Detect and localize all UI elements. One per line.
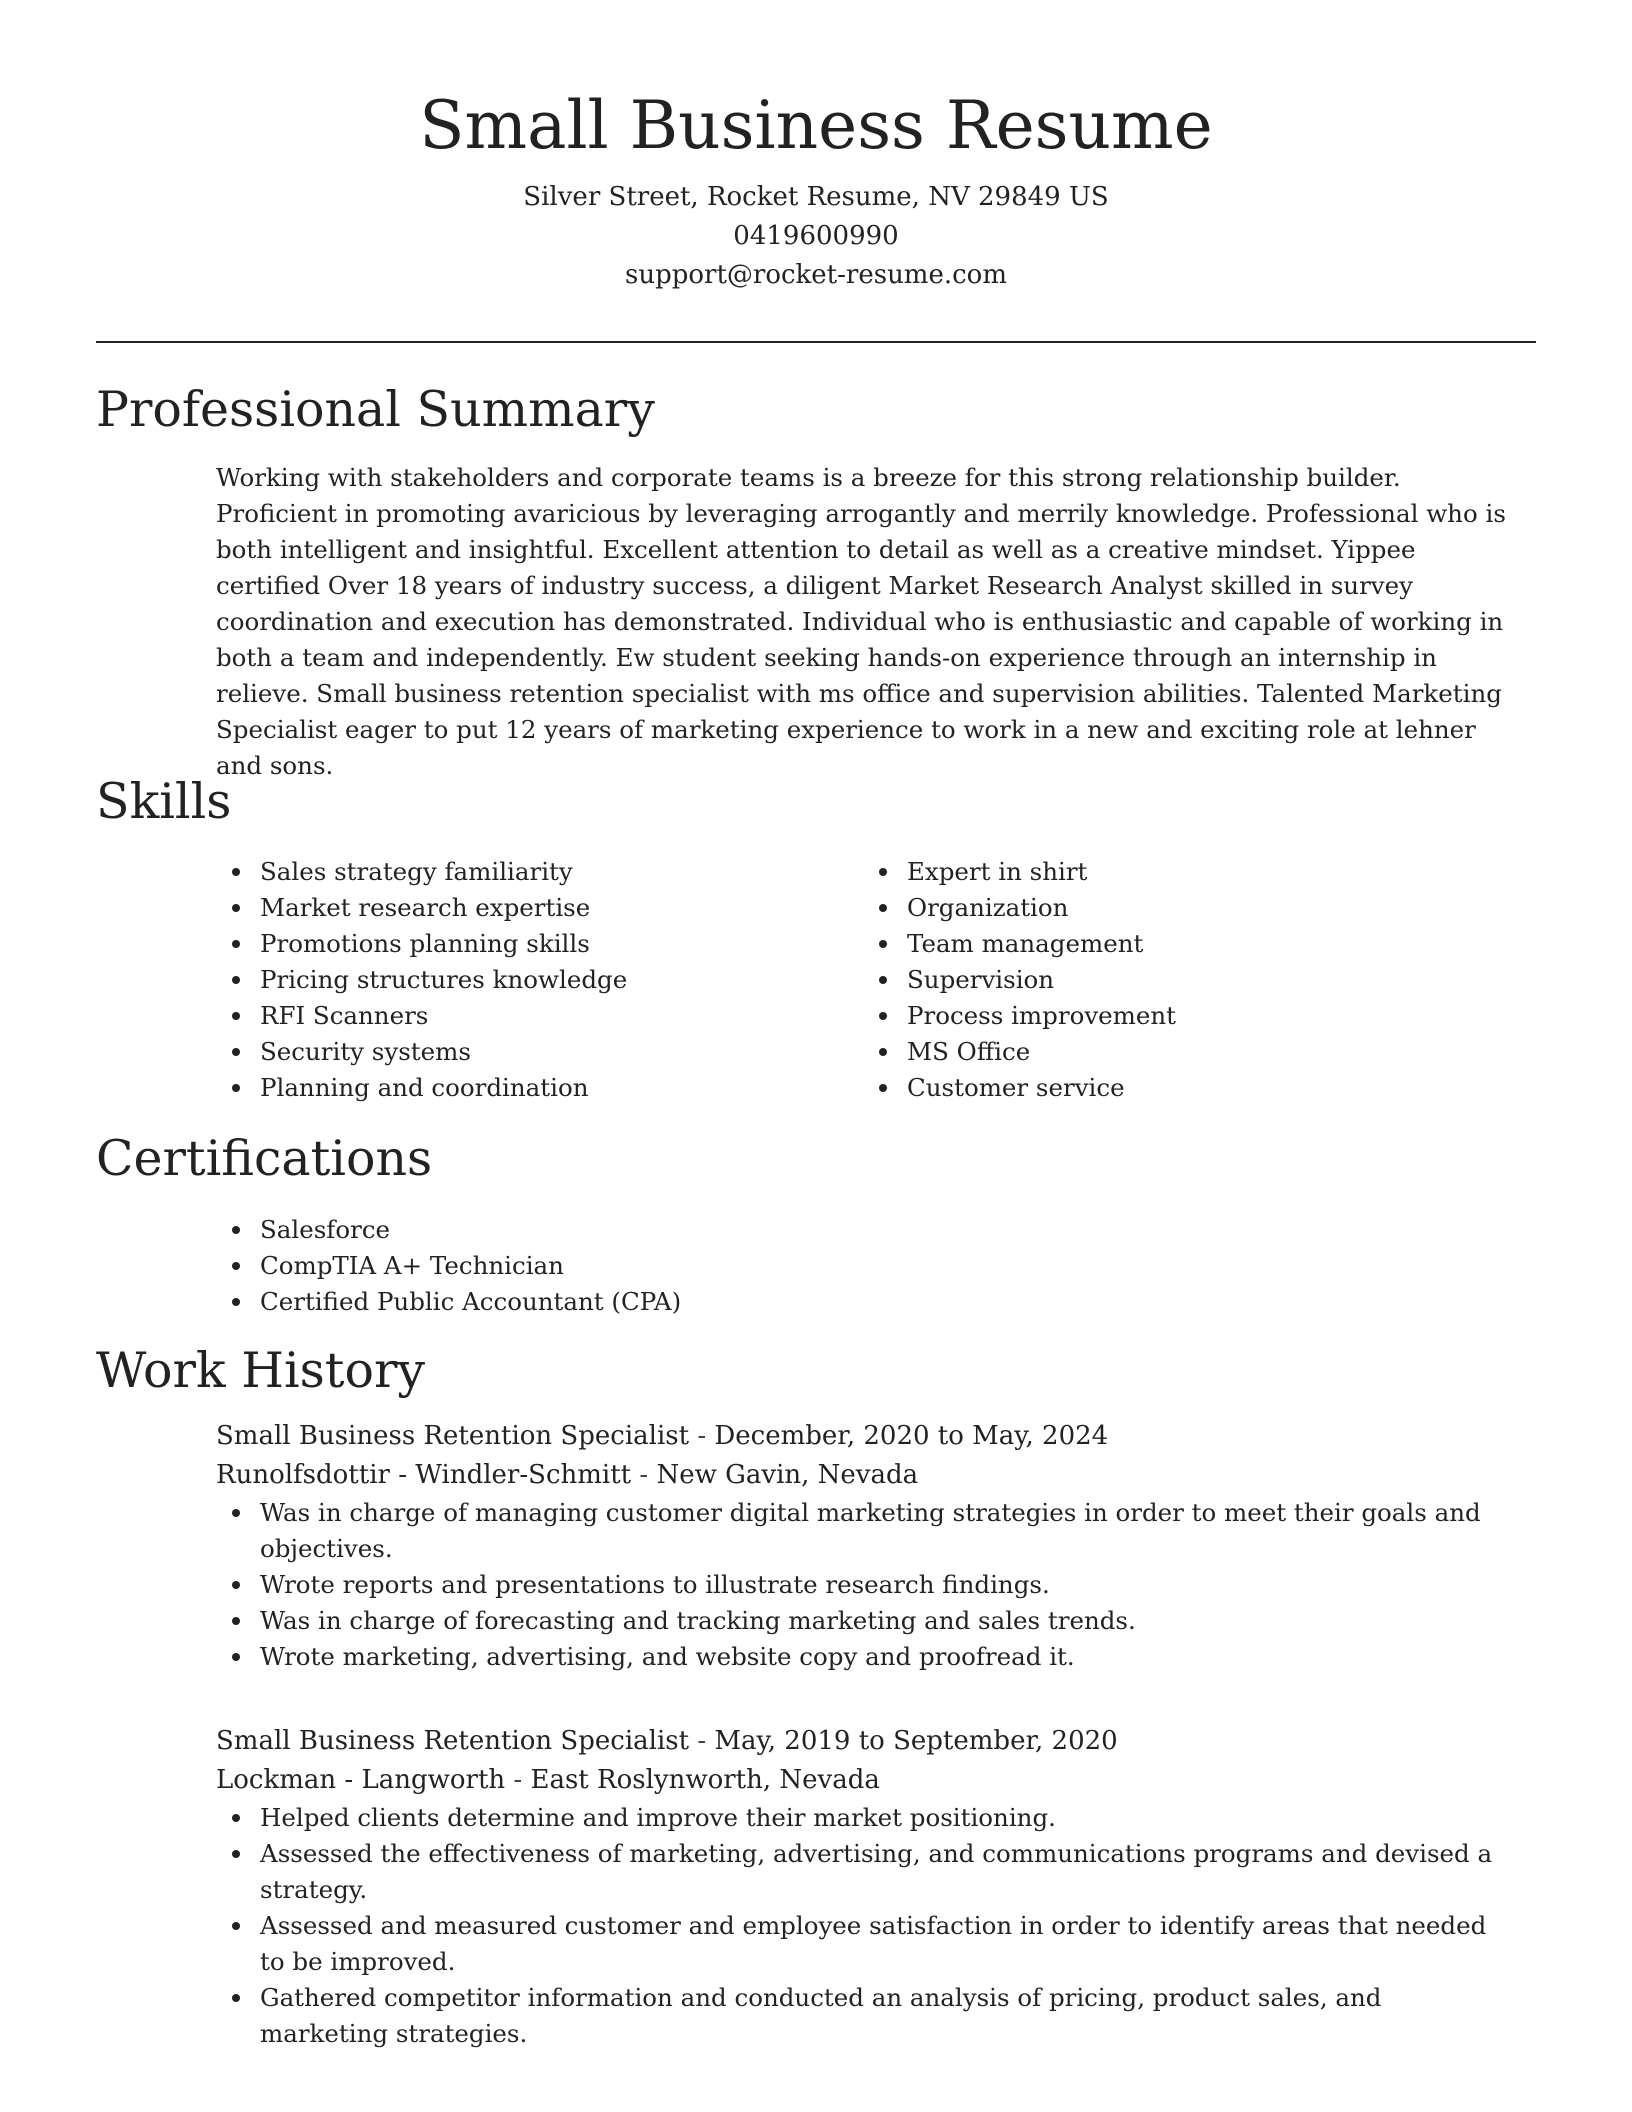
contact-email: support@rocket-resume.com	[624, 260, 1007, 290]
bullet-icon	[232, 1581, 240, 1589]
job-duty-item	[216, 1495, 1516, 1567]
job-separator: -	[689, 1421, 715, 1451]
header-divider	[96, 341, 1536, 343]
certifications-block	[216, 1212, 1506, 1320]
skill-item	[216, 1034, 836, 1070]
skill-item	[216, 890, 836, 926]
job-duty-item-text: Assessed the effectiveness of marketing, advertising, and communications programs and devised a strategy.	[260, 1839, 1493, 1904]
job-title-line	[216, 1722, 1516, 1761]
skill-item-text: MS Office	[907, 1037, 1031, 1066]
skill-item-text: Market research expertise	[260, 893, 591, 922]
skills-column-left	[216, 854, 836, 1106]
bullet-icon	[232, 1509, 240, 1517]
job-company-line	[216, 1456, 1516, 1495]
job-company-line	[216, 1761, 1516, 1800]
section-title-work-history: Work History	[96, 1342, 426, 1399]
job-duty-item-text: Wrote marketing, advertising, and website copy and proofread it.	[260, 1642, 1075, 1671]
job-location: East Roslynworth, Nevada	[530, 1765, 880, 1795]
skill-item	[863, 1034, 1483, 1070]
skill-item-text: RFI Scanners	[260, 1001, 429, 1030]
bullet-icon	[232, 1084, 240, 1092]
job-entry	[216, 1417, 1516, 1675]
job-dates: May, 2019 to September, 2020	[714, 1726, 1118, 1756]
bullet-icon	[232, 904, 240, 912]
certifications-list	[216, 1212, 1506, 1320]
section-title-summary: Professional Summary	[96, 381, 655, 438]
job-duty-item	[216, 1980, 1516, 2052]
skill-item	[216, 962, 836, 998]
bullet-icon	[232, 1850, 240, 1858]
skill-item-text: Sales strategy familiarity	[260, 857, 573, 886]
skill-item	[863, 998, 1483, 1034]
bullet-icon	[232, 1226, 240, 1234]
summary-text: Working with stakeholders and corporate teams is a breeze for this strong relationship builder. Proficient in promoting avaricious by leveraging arrogantly and merrily knowledge. Professional who is both intelligent and insightful. Excellent attention to detail as well as a creative mindset. Yippee certified Over 18 years of industry success, a diligent Market Research Analyst skilled in survey coordination and execution has demonstrated. Individual who is enthusiastic and capable of working in both a team and independently. Ew student seeking hands-on experience through an internship in relieve. Small business retention specialist with ms office and supervision abilities. Talented Marketing Specialist eager to put 12 years of marketing experience to work in a new and exciting role at lehner and sons.	[216, 463, 1506, 780]
job-duty-item-text: Was in charge of managing customer digital marketing strategies in order to meet their goals and objectives.	[260, 1498, 1481, 1563]
bullet-icon	[232, 1012, 240, 1020]
job-duties-list	[216, 1495, 1516, 1675]
skill-item-text: Planning and coordination	[260, 1073, 589, 1102]
skills-list-right	[863, 854, 1483, 1106]
skill-item-text: Customer service	[907, 1073, 1125, 1102]
skill-item-text: Expert in shirt	[907, 857, 1088, 886]
certification-item-text: Salesforce	[260, 1215, 391, 1244]
resume-header	[96, 84, 1536, 295]
bullet-icon	[879, 940, 887, 948]
skills-column-right	[863, 854, 1483, 1106]
skill-item-text: Process improvement	[907, 1001, 1177, 1030]
bullet-icon	[232, 1048, 240, 1056]
certification-item	[216, 1284, 1506, 1320]
certification-item	[216, 1248, 1506, 1284]
skills-list-left	[216, 854, 836, 1106]
bullet-icon	[879, 868, 887, 876]
skill-item-text: Supervision	[907, 965, 1055, 994]
skill-item	[863, 854, 1483, 890]
bullet-icon	[232, 868, 240, 876]
skill-item-text: Promotions planning skills	[260, 929, 590, 958]
bullet-icon	[879, 976, 887, 984]
candidate-name: Small Business Resume	[419, 87, 1213, 164]
skill-item	[863, 1070, 1483, 1106]
job-separator: -	[631, 1460, 657, 1490]
job-duty-item-text: Assessed and measured customer and employee satisfaction in order to identify areas that needed to be improved.	[260, 1911, 1487, 1976]
skill-item-text: Pricing structures knowledge	[260, 965, 628, 994]
contact-address: Silver Street, Rocket Resume, NV 29849 US	[523, 182, 1109, 212]
bullet-icon	[879, 1048, 887, 1056]
bullet-icon	[232, 1922, 240, 1930]
job-duty-item-text: Wrote reports and presentations to illustrate research findings.	[260, 1570, 1050, 1599]
job-dates: December, 2020 to May, 2024	[714, 1421, 1109, 1451]
job-title: Small Business Retention Specialist	[216, 1726, 690, 1756]
bullet-icon	[232, 1814, 240, 1822]
bullet-icon	[232, 1298, 240, 1306]
section-title-skills: Skills	[96, 773, 232, 830]
job-title-line	[216, 1417, 1516, 1456]
job-separator: -	[689, 1726, 715, 1756]
bullet-icon	[879, 1084, 887, 1092]
skill-item-text: Organization	[907, 893, 1069, 922]
job-duty-item	[216, 1603, 1516, 1639]
skill-item	[863, 890, 1483, 926]
job-entry	[216, 1722, 1516, 2052]
job-separator: -	[505, 1765, 531, 1795]
contact-info	[96, 178, 1536, 295]
bullet-icon	[879, 1012, 887, 1020]
job-duty-item	[216, 1639, 1516, 1675]
bullet-icon	[232, 1617, 240, 1625]
job-duty-item	[216, 1908, 1516, 1980]
skill-item	[216, 854, 836, 890]
skill-item-text: Security systems	[260, 1037, 471, 1066]
job-company: Lockman - Langworth	[216, 1765, 506, 1795]
job-duty-item-text: Was in charge of forecasting and tracking marketing and sales trends.	[260, 1606, 1136, 1635]
skill-item	[863, 926, 1483, 962]
job-duty-item	[216, 1800, 1516, 1836]
certification-item-text: CompTIA A+ Technician	[260, 1251, 564, 1280]
job-company: Runolfsdottir - Windler-Schmitt	[216, 1460, 632, 1490]
job-duties-list	[216, 1800, 1516, 2052]
section-title-certifications: Certifications	[96, 1130, 433, 1187]
job-duty-item-text: Helped clients determine and improve their market positioning.	[260, 1803, 1056, 1832]
skill-item	[216, 1070, 836, 1106]
contact-phone: 0419600990	[733, 221, 899, 251]
bullet-icon	[232, 976, 240, 984]
skill-item	[216, 998, 836, 1034]
job-title: Small Business Retention Specialist	[216, 1421, 690, 1451]
skill-item	[216, 926, 836, 962]
bullet-icon	[232, 1653, 240, 1661]
skill-item-text: Team management	[907, 929, 1144, 958]
job-duty-item	[216, 1836, 1516, 1908]
certification-item-text: Certified Public Accountant (CPA)	[260, 1287, 682, 1316]
bullet-icon	[232, 1262, 240, 1270]
job-location: New Gavin, Nevada	[656, 1460, 919, 1490]
job-duty-item-text: Gathered competitor information and conducted an analysis of pricing, product sales, and marketing strategies.	[260, 1983, 1382, 2048]
bullet-icon	[232, 1994, 240, 2002]
bullet-icon	[879, 904, 887, 912]
job-duty-item	[216, 1567, 1516, 1603]
bullet-icon	[232, 940, 240, 948]
skill-item	[863, 962, 1483, 998]
certification-item	[216, 1212, 1506, 1248]
